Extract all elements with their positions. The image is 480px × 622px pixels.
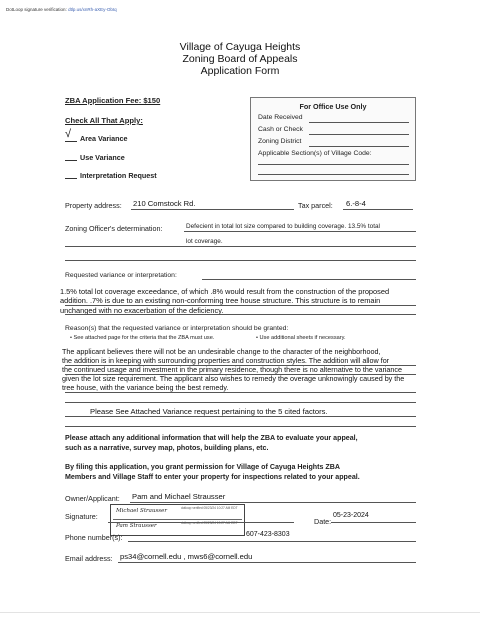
date-value[interactable]: 05-23-2024: [333, 512, 369, 519]
requested-line-3: [65, 314, 416, 315]
office-cash-line[interactable]: [309, 134, 409, 135]
permission-2: Members and Village Staff to enter your property for inspections related to your appeal.: [65, 473, 360, 481]
blank-line-2: [65, 426, 416, 427]
email-label: Email address:: [65, 554, 113, 563]
please-attach-2: such as a narrative, survey map, photos, building plans, etc.: [65, 444, 269, 452]
village-title: Village of Cayuga Heights: [179, 41, 301, 53]
reason-value-1[interactable]: The applicant believes there will not be an undesirable change to the character of the neighborhood,: [62, 347, 381, 356]
signature-michael: Michael Strausser: [116, 508, 168, 514]
reason-value-3[interactable]: the continued usage and investment in the primary residence, though there is no alternative to the variance: [62, 365, 403, 374]
page-edge: [0, 612, 480, 613]
tax-parcel-line: [343, 209, 413, 210]
phone-value[interactable]: 607-423-8303: [246, 531, 290, 538]
determination-line-3: [65, 260, 416, 261]
office-code-line-2[interactable]: [258, 174, 409, 175]
attached-line: [65, 416, 416, 417]
office-use-title: For Office Use Only: [299, 102, 367, 111]
reason-label: Reason(s) that the requested variance or interpretation should be granted:: [65, 325, 289, 332]
office-zoning-line[interactable]: [309, 146, 409, 147]
office-cash-check: Cash or Check: [258, 126, 303, 133]
attached-note[interactable]: Please See Attached Variance request pertaining to the 5 cited factors.: [90, 407, 328, 416]
property-address-value[interactable]: 210 Comstock Rd.: [133, 199, 196, 208]
board-title: Zoning Board of Appeals: [182, 53, 298, 65]
requested-line-0: [202, 279, 416, 280]
verification-link[interactable]: dtlp.us/xnRh-aXEy-ObIq: [68, 7, 117, 12]
signature-pam: Pam Strausser: [116, 523, 157, 529]
determination-value-1[interactable]: Defecient in total lot size compared to building coverage. 13.5% total: [186, 223, 380, 230]
reason-bullet-sheets: • Use additional sheets if necessary.: [256, 335, 346, 341]
owner-line: [130, 502, 416, 503]
reason-value-2[interactable]: the addition is in keeping with surrounding properties and construction styles. The addition will allow for: [62, 356, 390, 365]
office-code-sections: Applicable Section(s) of Village Code:: [258, 150, 372, 157]
office-code-line-1[interactable]: [258, 164, 409, 165]
phone-label: Phone number(s):: [65, 533, 123, 542]
option-use-variance: Use Variance: [80, 153, 125, 162]
determination-line-2: [65, 246, 416, 247]
reason-bullet-criteria: • See attached page for the criteria that the ZBA must use.: [70, 335, 215, 341]
dotloop-stamp-2: dotloop verified 05/23/24 10:27 AM EDT: [181, 521, 238, 525]
determination-label: Zoning Officer's determination:: [65, 224, 163, 233]
email-line: [118, 562, 416, 563]
property-address-line: [131, 209, 294, 210]
please-attach-1: Please attach any additional information that will help the ZBA to evaluate your appeal,: [65, 434, 358, 442]
permission-1: By filing this application, you grant permission for Village of Cayuga Heights ZBA: [65, 463, 340, 471]
email-value[interactable]: ps34@cornell.edu , mws6@cornell.edu: [120, 552, 253, 561]
application-fee: ZBA Application Fee: $150: [65, 96, 161, 105]
verification-line: [6, 7, 117, 12]
interpretation-checkbox[interactable]: [65, 168, 77, 179]
owner-value[interactable]: Pam and Michael Strausser: [132, 492, 226, 501]
requested-value-1[interactable]: 1.5% total lot coverage exceedance, of which .8% would result from the construction of the proposed: [60, 287, 390, 296]
requested-value-2[interactable]: addition. .7% is due to an existing non-conforming tree house structure. This structure is to remain: [60, 296, 381, 305]
office-date-line[interactable]: [309, 122, 409, 123]
office-zoning-district: Zoning District: [258, 138, 302, 145]
tax-parcel-value[interactable]: 6.-8-4: [346, 199, 366, 208]
option-area-variance: Area Variance: [80, 134, 128, 143]
determination-line-1: [184, 231, 416, 232]
signature-label: Signature:: [65, 512, 98, 521]
form-title: Application Form: [200, 65, 280, 77]
date-line: [331, 522, 416, 523]
signature-line: [108, 522, 294, 523]
check-all-heading: Check All That Apply:: [65, 116, 143, 125]
dotloop-stamp-1: dotloop verified 05/23/24 10:27 AM EDT: [181, 506, 238, 510]
owner-label: Owner/Applicant:: [65, 494, 120, 503]
determination-value-2[interactable]: lot coverage.: [186, 238, 223, 245]
reason-line-5: [65, 392, 416, 393]
requested-label: Requested variance or interpretation:: [65, 272, 177, 279]
phone-line: [128, 541, 416, 542]
signature-box[interactable]: [110, 504, 245, 536]
reason-value-5[interactable]: tree house, with the variance being the best remedy.: [62, 383, 229, 392]
office-date-received: Date Received: [258, 114, 303, 121]
blank-line-1: [65, 402, 416, 403]
checkmark-icon: √: [65, 128, 72, 140]
requested-value-3[interactable]: unchanged with no exacerbation of the deficiency.: [60, 306, 224, 315]
area-variance-checkbox[interactable]: [65, 128, 77, 142]
verification-label: DotLoop signature verification:: [6, 7, 67, 12]
tax-parcel-label: Tax parcel:: [298, 201, 333, 210]
option-interpretation: Interpretation Request: [80, 171, 157, 180]
office-use-box: [250, 97, 416, 181]
signature-divider: [113, 519, 242, 520]
property-address-label: Property address:: [65, 201, 122, 210]
reason-value-4[interactable]: given the lot size requirement. The applicant also wishes to remedy the overage unknowingly caused by the: [62, 374, 405, 383]
use-variance-checkbox[interactable]: [65, 150, 77, 161]
date-label: Date:: [314, 517, 332, 526]
